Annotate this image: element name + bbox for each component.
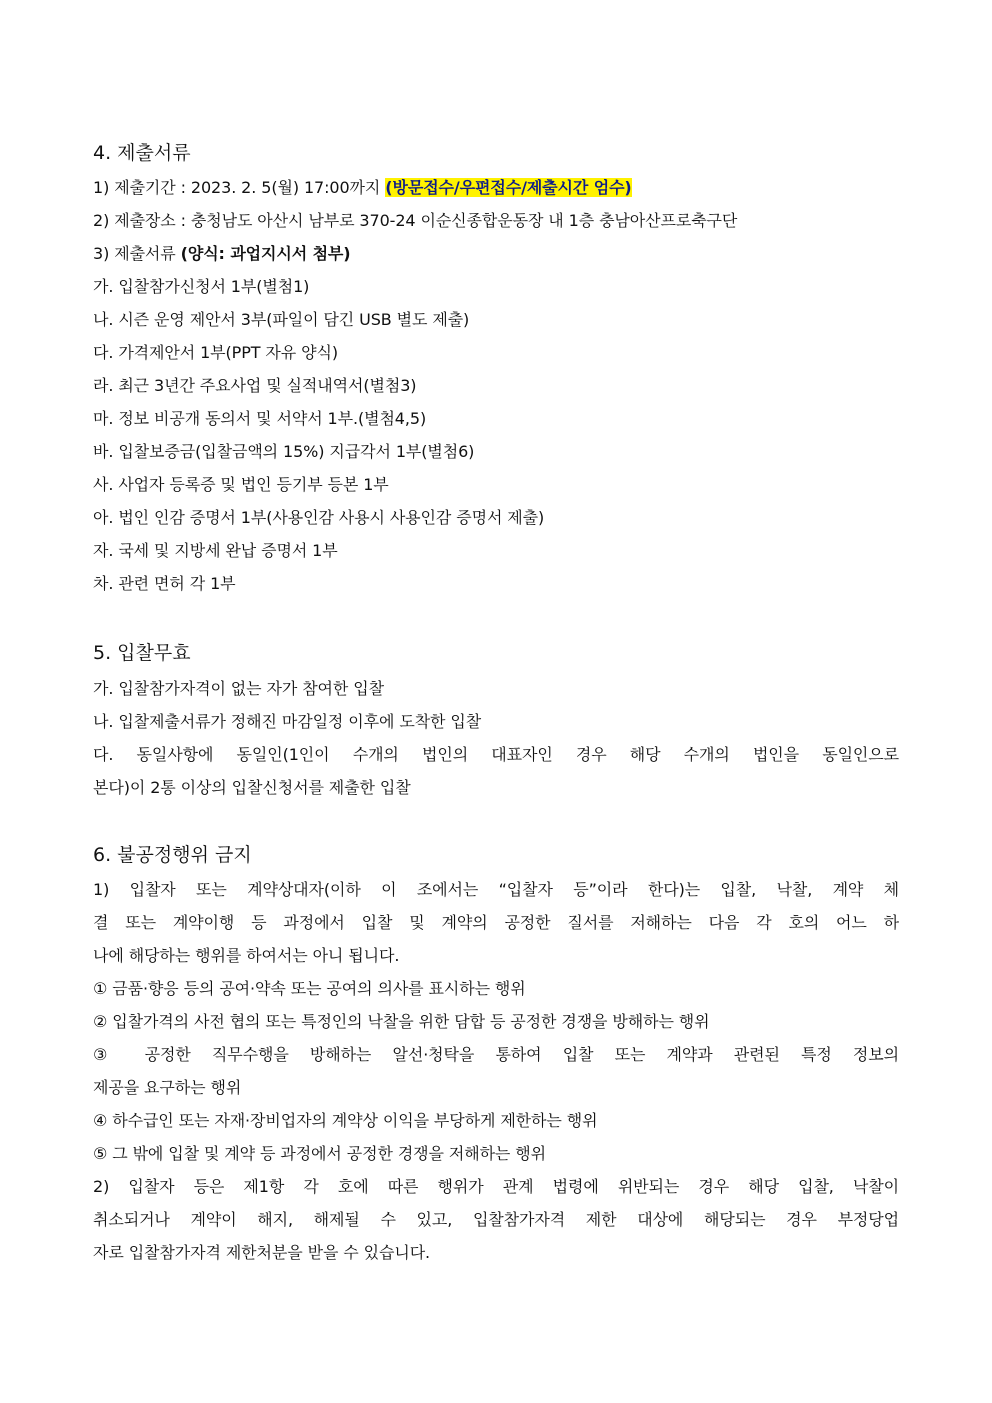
unfair-paragraph-line: 자로 입찰참가자격 제한처분을 받을 수 있습니다. bbox=[93, 1243, 431, 1262]
section-heading-invalid: 5. 입찰무효 bbox=[93, 642, 191, 664]
submission-period-highlight: (방문접수/우편접수/제출시간 엄수) bbox=[385, 178, 632, 197]
submission-docs-label: 3) 제출서류 bbox=[93, 244, 181, 263]
submission-item: 다. 가격제안서 1부(PPT 자유 양식) bbox=[93, 343, 338, 362]
unfair-paragraph-line: 취소되거나 계약이 해지, 해제될 수 있고, 입찰참가자격 제한 대상에 해당되는 경우 부정당업 bbox=[93, 1210, 899, 1229]
unfair-clause: ② 입찰가격의 사전 협의 또는 특정인의 낙찰을 위한 담합 등 공정한 경쟁을 방해하는 행위 bbox=[93, 1012, 710, 1031]
submission-item: 사. 사업자 등록증 및 법인 등기부 등본 1부 bbox=[93, 475, 389, 494]
unfair-paragraph-line: 나에 해당하는 행위를 하여서는 아니 됩니다. bbox=[93, 946, 400, 965]
unfair-clause: ③ 공정한 직무수행을 방해하는 알선·청탁을 통하여 입찰 또는 계약과 관련된 특정 정보의 bbox=[93, 1045, 899, 1064]
submission-period bbox=[93, 178, 899, 198]
submission-item: 바. 입찰보증금(입찰금액의 15%) 지급각서 1부(별첨6) bbox=[93, 442, 475, 461]
section-heading-unfair: 6. 불공정행위 금지 bbox=[93, 844, 252, 866]
unfair-clause: ① 금품·향응 등의 공여·약속 또는 공여의 의사를 표시하는 행위 bbox=[93, 979, 526, 998]
invalid-item-continued: 본다)이 2통 이상의 입찰신청서를 제출한 입찰 bbox=[93, 778, 411, 797]
submission-item: 가. 입찰참가신청서 1부(별첨1) bbox=[93, 277, 310, 296]
submission-item: 마. 정보 비공개 동의서 및 서약서 1부.(별첨4,5) bbox=[93, 409, 427, 428]
submission-item: 아. 법인 인감 증명서 1부(사용인감 사용시 사용인감 증명서 제출) bbox=[93, 508, 545, 527]
submission-item: 차. 관련 면허 각 1부 bbox=[93, 574, 236, 593]
submission-docs bbox=[93, 244, 899, 264]
unfair-clause-continued: 제공을 요구하는 행위 bbox=[93, 1078, 242, 1097]
invalid-item: 나. 입찰제출서류가 정해진 마감일정 이후에 도착한 입찰 bbox=[93, 712, 482, 731]
unfair-clause: ⑤ 그 밖에 입찰 및 계약 등 과정에서 공정한 경쟁을 저해하는 행위 bbox=[93, 1144, 546, 1163]
submission-item: 나. 시즌 운영 제안서 3부(파일이 담긴 USB 별도 제출) bbox=[93, 310, 470, 329]
unfair-paragraph-line: 결 또는 계약이행 등 과정에서 입찰 및 계약의 공정한 질서를 저해하는 다음 각 호의 어느 하 bbox=[93, 913, 899, 932]
submission-period-label: 1) 제출기간 : 2023. 2. 5(월) 17:00까지 bbox=[93, 178, 386, 197]
invalid-item: 다. 동일사항에 동일인(1인이 수개의 법인의 대표자인 경우 해당 수개의 법인을 동일인으로 bbox=[93, 745, 899, 764]
submission-place: 2) 제출장소 : 충청남도 아산시 남부로 370-24 이순신종합운동장 내 1층 충남아산프로축구단 bbox=[93, 211, 738, 230]
submission-item: 자. 국세 및 지방세 완납 증명서 1부 bbox=[93, 541, 338, 560]
unfair-clause: ④ 하수급인 또는 자재·장비업자의 계약상 이익을 부당하게 제한하는 행위 bbox=[93, 1111, 598, 1130]
section-heading-submission: 4. 제출서류 bbox=[93, 142, 191, 164]
submission-item: 라. 최근 3년간 주요사업 및 실적내역서(별첨3) bbox=[93, 376, 417, 395]
submission-docs-form-note: (양식: 과업지시서 첨부) bbox=[180, 244, 351, 263]
unfair-paragraph-line: 2) 입찰자 등은 제1항 각 호에 따른 행위가 관계 법령에 위반되는 경우 해당 입찰, 낙찰이 bbox=[93, 1177, 899, 1196]
invalid-item: 가. 입찰참가자격이 없는 자가 참여한 입찰 bbox=[93, 679, 384, 698]
unfair-paragraph-line: 1) 입찰자 또는 계약상대자(이하 이 조에서는 “입찰자 등”이라 한다)는 입찰, 낙찰, 계약 체 bbox=[93, 880, 899, 899]
